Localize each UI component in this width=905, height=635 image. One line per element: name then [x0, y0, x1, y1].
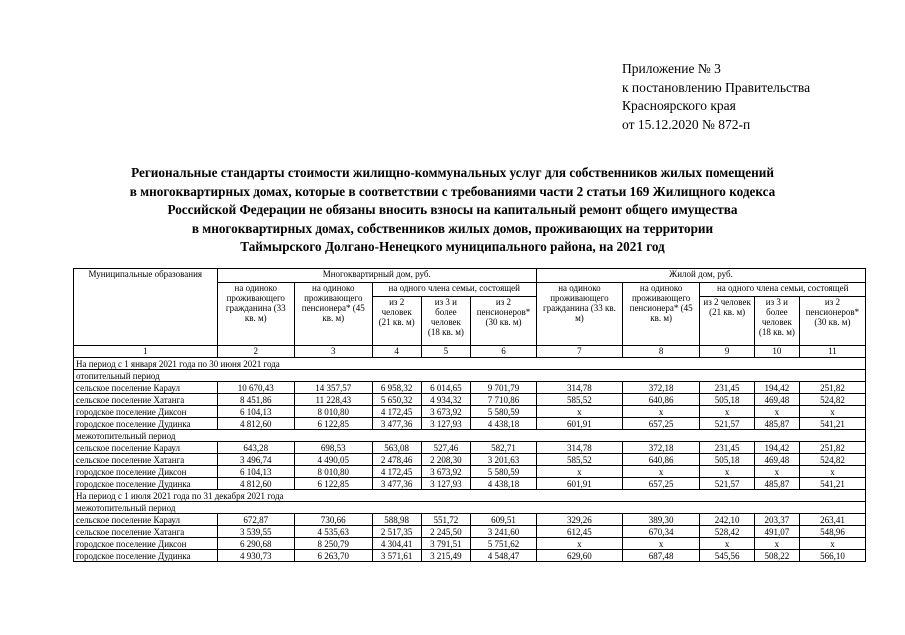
table-cell: x — [700, 538, 754, 550]
table-cell: 4 490,05 — [295, 454, 373, 466]
table-cell: 528,42 — [700, 526, 754, 538]
col-number: 1 — [74, 346, 218, 358]
table-cell: 6 104,13 — [217, 406, 295, 418]
table-cell: 4 438,18 — [471, 418, 537, 430]
table-cell: 3 673,92 — [421, 466, 470, 478]
season-row-label: межотопительный период — [74, 502, 866, 514]
table-cell: 11 228,43 — [295, 394, 373, 406]
table-cell: x — [700, 406, 754, 418]
table-cell: 551,72 — [421, 514, 470, 526]
table-cell: 194,42 — [754, 382, 799, 394]
table-cell: 563,08 — [372, 442, 421, 454]
table-cell: 687,48 — [622, 550, 700, 562]
table-cell: 585,52 — [536, 454, 622, 466]
table-cell: 609,51 — [471, 514, 537, 526]
table-cell: 251,82 — [799, 442, 865, 454]
table-cell: 242,10 — [700, 514, 754, 526]
table-row — [74, 382, 866, 394]
table-cell: 8 010,80 — [295, 466, 373, 478]
table-cell: 372,18 — [622, 442, 700, 454]
table-row — [74, 526, 866, 538]
table-cell: 6 122,85 — [295, 418, 373, 430]
table-row — [74, 478, 866, 490]
table-cell: 521,57 — [700, 478, 754, 490]
table-cell: 4 172,45 — [372, 406, 421, 418]
table-cell: 485,87 — [754, 478, 799, 490]
header-3persons: из 3 и более человек (18 кв. м) — [754, 297, 799, 346]
table-cell: 231,45 — [700, 442, 754, 454]
table-cell: 3 496,74 — [217, 454, 295, 466]
title-line: Региональные стандарты стоимости жилищно-коммунальных услуг для собственников жилых помещений — [131, 165, 774, 180]
table-row — [74, 406, 866, 418]
table-cell: x — [700, 466, 754, 478]
table-cell: 670,34 — [622, 526, 700, 538]
header-family: на одного члена семьи, состоящей — [700, 283, 866, 297]
header-group-house: Жилой дом, руб. — [536, 269, 865, 283]
header-single-pensioner: на одиноко проживающего пенсионера* (45 кв. м) — [622, 283, 700, 346]
table-cell: 251,82 — [799, 382, 865, 394]
header-2pensioners: из 2 пенсионеров* (30 кв. м) — [471, 297, 537, 346]
table-cell: 6 122,85 — [295, 478, 373, 490]
table-cell: 4 812,60 — [217, 418, 295, 430]
table-row — [74, 514, 866, 526]
table-cell: 730,66 — [295, 514, 373, 526]
municipality-name: сельское поселение Хатанга — [74, 394, 218, 406]
season-row-label: отопительный период — [74, 370, 866, 382]
table-cell: x — [536, 406, 622, 418]
table-cell: 612,45 — [536, 526, 622, 538]
table-cell: x — [536, 538, 622, 550]
table-row — [74, 442, 866, 454]
table-cell: 640,86 — [622, 454, 700, 466]
table-cell: 601,91 — [536, 478, 622, 490]
title-line: Таймырского Долгано-Ненецкого муниципального района, на 2021 год — [240, 239, 665, 255]
table-cell: 5 650,32 — [372, 394, 421, 406]
table-cell: 505,18 — [700, 394, 754, 406]
table-cell: 485,87 — [754, 418, 799, 430]
municipality-name: сельское поселение Караул — [74, 442, 218, 454]
title-line: в многоквартирных домах, которые в соответствии с требованиями части 2 статьи 169 Жилищного кодекса — [129, 183, 776, 199]
header-2persons: из 2 человек (21 кв. м) — [700, 297, 754, 346]
table-cell: 548,96 — [799, 526, 865, 538]
col-number: 9 — [700, 346, 754, 358]
table-cell: x — [754, 538, 799, 550]
table-cell: 314,78 — [536, 442, 622, 454]
col-number: 7 — [536, 346, 622, 358]
table-cell: 5 580,59 — [471, 406, 537, 418]
table-cell: 6 104,13 — [217, 466, 295, 478]
table-cell: 4 304,41 — [372, 538, 421, 550]
table-cell: 588,98 — [372, 514, 421, 526]
col-number: 6 — [471, 346, 537, 358]
season-row — [74, 370, 866, 382]
table-cell: 3 241,60 — [471, 526, 537, 538]
table-cell: x — [622, 466, 700, 478]
table-cell: 5 580,59 — [471, 466, 537, 478]
title-line: в многоквартирных домах, собственников жилых домов, проживающих на территории — [191, 220, 714, 236]
table-cell: x — [799, 406, 865, 418]
table-cell: 545,56 — [700, 550, 754, 562]
table-cell: 2 208,30 — [421, 454, 470, 466]
table-cell: 6 014,65 — [421, 382, 470, 394]
table-cell: x — [536, 466, 622, 478]
appendix-line: Приложение № 3 — [622, 61, 721, 76]
municipality-name: сельское поселение Караул — [74, 514, 218, 526]
table-cell: 524,82 — [799, 394, 865, 406]
table-cell: 582,71 — [471, 442, 537, 454]
table-cell: 657,25 — [622, 418, 700, 430]
table-cell: 4 172,45 — [372, 466, 421, 478]
table-cell: 3 571,61 — [372, 550, 421, 562]
table-cell: 3 791,51 — [421, 538, 470, 550]
table-row — [74, 466, 866, 478]
table-cell: 203,37 — [754, 514, 799, 526]
municipality-name: городское поселение Диксон — [74, 406, 218, 418]
period-row — [74, 490, 866, 502]
table-cell: 329,26 — [536, 514, 622, 526]
table-cell: 3 673,92 — [421, 406, 470, 418]
table-cell: x — [622, 538, 700, 550]
header-2pensioners: из 2 пенсионеров* (30 кв. м) — [799, 297, 865, 346]
table-cell: 585,52 — [536, 394, 622, 406]
table-cell: 4 535,63 — [295, 526, 373, 538]
appendix-line: Красноярского края — [622, 98, 736, 113]
col-number: 10 — [754, 346, 799, 358]
col-number: 8 — [622, 346, 700, 358]
municipality-name: городское поселение Дудинка — [74, 478, 218, 490]
col-number: 4 — [372, 346, 421, 358]
header-family: на одного члена семьи, состоящей — [372, 283, 536, 297]
table-row — [74, 394, 866, 406]
col-number: 2 — [217, 346, 295, 358]
municipality-name: сельское поселение Караул — [74, 382, 218, 394]
table-cell: 2 517,35 — [372, 526, 421, 538]
table-cell: 508,22 — [754, 550, 799, 562]
municipality-name: городское поселение Дудинка — [74, 418, 218, 430]
table-cell: 5 751,62 — [471, 538, 537, 550]
table-cell: 8 010,80 — [295, 406, 373, 418]
table-cell: 4 812,60 — [217, 478, 295, 490]
table-cell: 3 127,93 — [421, 418, 470, 430]
municipality-name: сельское поселение Хатанга — [74, 454, 218, 466]
table-cell: 3 127,93 — [421, 478, 470, 490]
table-cell: 629,60 — [536, 550, 622, 562]
table-cell: 314,78 — [536, 382, 622, 394]
table-cell: 3 201,63 — [471, 454, 537, 466]
table-cell: 672,87 — [217, 514, 295, 526]
table-cell: 6 958,32 — [372, 382, 421, 394]
header-single-pensioner: на одиноко проживающего пенсионера* (45 кв. м) — [295, 283, 373, 346]
table-cell: 3 539,55 — [217, 526, 295, 538]
table-cell: 524,82 — [799, 454, 865, 466]
table-cell: 3 477,36 — [372, 418, 421, 430]
appendix-block — [622, 60, 892, 134]
municipality-name: городское поселение Диксон — [74, 466, 218, 478]
table-cell: 469,48 — [754, 454, 799, 466]
municipality-name: городское поселение Диксон — [74, 538, 218, 550]
table-cell: 521,57 — [700, 418, 754, 430]
table-cell: 14 357,57 — [295, 382, 373, 394]
table-cell: 469,48 — [754, 394, 799, 406]
table-cell: 8 451,86 — [217, 394, 295, 406]
table-cell: x — [799, 466, 865, 478]
table-cell: 3 215,49 — [421, 550, 470, 562]
table-cell: 3 477,36 — [372, 478, 421, 490]
appendix-line: от 15.12.2020 № 872-п — [622, 116, 751, 132]
period-row — [74, 358, 866, 370]
table-cell: 10 670,43 — [217, 382, 295, 394]
table-cell: x — [754, 466, 799, 478]
title-line: Российской Федерации не обязаны вносить взносы на капитальный ремонт общего имущества — [167, 202, 738, 218]
header-municipal: Муниципальные образования — [74, 269, 218, 346]
table-cell: 6 263,70 — [295, 550, 373, 562]
table-cell: 601,91 — [536, 418, 622, 430]
table-cell: 8 250,79 — [295, 538, 373, 550]
table-cell: 9 701,79 — [471, 382, 537, 394]
table-cell: 657,25 — [622, 478, 700, 490]
table-row — [74, 538, 866, 550]
table-cell: 4 438,18 — [471, 478, 537, 490]
table-cell: 263,41 — [799, 514, 865, 526]
table-cell: 505,18 — [700, 454, 754, 466]
municipality-name: городское поселение Дудинка — [74, 550, 218, 562]
table-cell: 491,07 — [754, 526, 799, 538]
col-number: 11 — [799, 346, 865, 358]
period-row-label: На период с 1 июля 2021 года по 31 декабря 2021 года — [74, 490, 866, 502]
table-cell: 2 245,50 — [421, 526, 470, 538]
table-cell: 231,45 — [700, 382, 754, 394]
table-row — [74, 418, 866, 430]
document-title — [80, 164, 825, 257]
table-row — [74, 454, 866, 466]
table-cell: 4 548,47 — [471, 550, 537, 562]
table-cell: 7 710,86 — [471, 394, 537, 406]
table-cell: 6 290,68 — [217, 538, 295, 550]
table-cell: 194,42 — [754, 442, 799, 454]
header-single-citizen: на одиноко проживающего гражданина (33 кв. м) — [536, 283, 622, 346]
table-cell: 4 934,32 — [421, 394, 470, 406]
col-number: 3 — [295, 346, 373, 358]
table-cell: 541,21 — [799, 478, 865, 490]
table-cell: 643,28 — [217, 442, 295, 454]
season-row — [74, 430, 866, 442]
appendix-line: к постановлению Правительства — [622, 79, 811, 95]
table-row — [74, 550, 866, 562]
table-cell: 566,10 — [799, 550, 865, 562]
header-group-mkd: Многоквартирный дом, руб. — [217, 269, 536, 283]
period-row-label: На период с 1 января 2021 года по 30 июня 2021 года — [74, 358, 866, 370]
table-cell: 389,30 — [622, 514, 700, 526]
table-cell: x — [799, 538, 865, 550]
table-cell: 541,21 — [799, 418, 865, 430]
season-row — [74, 502, 866, 514]
header-single-citizen: на одиноко проживающего гражданина (33 кв. м) — [217, 283, 295, 346]
table-cell: 2 478,46 — [372, 454, 421, 466]
municipality-name: сельское поселение Хатанга — [74, 526, 218, 538]
table-cell: 698,53 — [295, 442, 373, 454]
standards-table — [73, 268, 866, 562]
table-cell: 372,18 — [622, 382, 700, 394]
table-cell: x — [754, 406, 799, 418]
season-row-label: межотопительный период — [74, 430, 866, 442]
table-cell: 640,86 — [622, 394, 700, 406]
table-cell: 527,46 — [421, 442, 470, 454]
header-3persons: из 3 и более человек (18 кв. м) — [421, 297, 470, 346]
header-2persons: из 2 человек (21 кв. м) — [372, 297, 421, 346]
col-number: 5 — [421, 346, 470, 358]
table-cell: 4 930,73 — [217, 550, 295, 562]
table-cell: x — [622, 406, 700, 418]
